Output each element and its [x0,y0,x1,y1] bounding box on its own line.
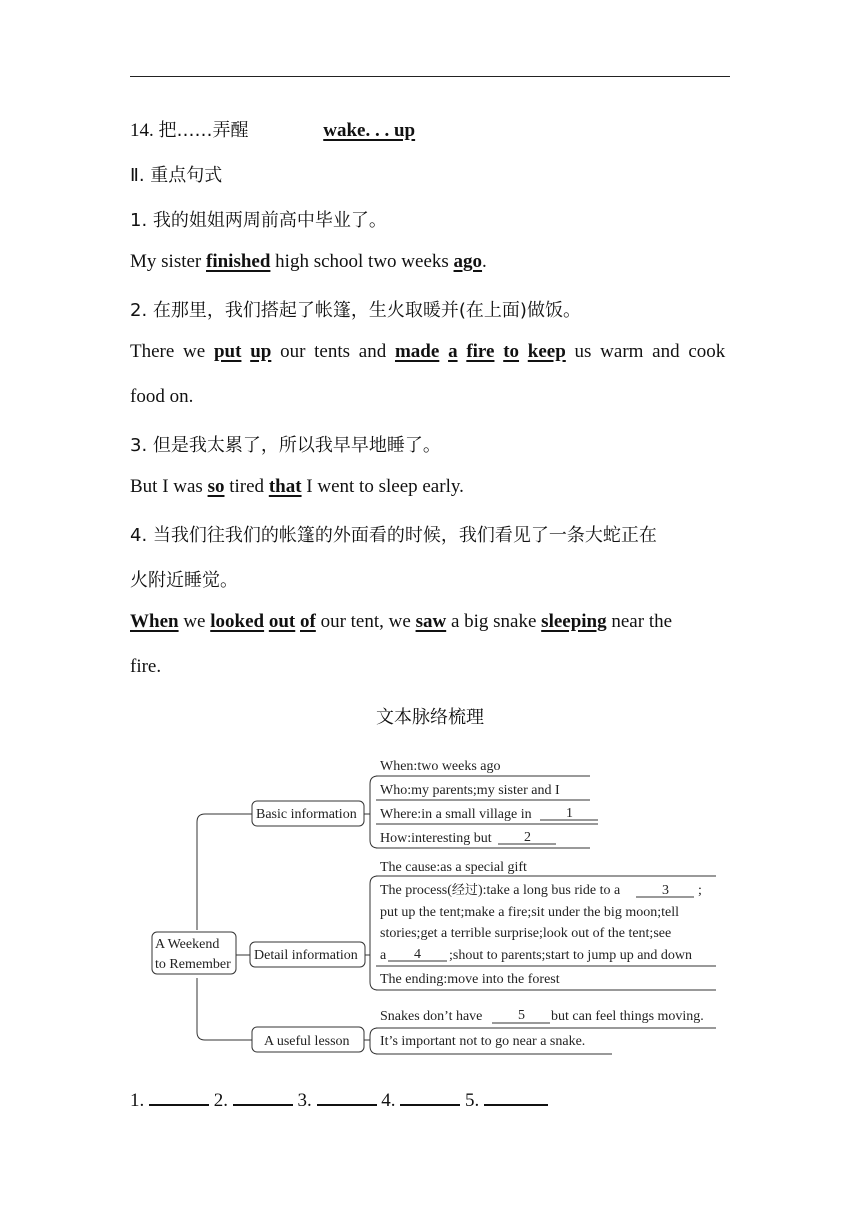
diagram-title: 文本脉络梳理 [376,707,484,728]
answer-blank-3[interactable] [317,1086,377,1106]
connector-basic [197,814,252,930]
basic-where: Where:in a small village in [380,807,532,822]
answer-word: looked [210,611,265,632]
answer-word: of [300,611,316,632]
sentence-4-chinese-line2: 火附近睡觉。 [130,570,238,591]
blank-5-number: 5 [518,1008,525,1023]
detail-ending: The ending:move into the forest [380,972,560,987]
basic-when: When:two weeks ago [380,759,501,774]
text: a big snake [446,611,542,632]
header-rule [130,76,730,77]
text: near the [606,611,673,632]
blank-1-number: 1 [566,806,573,821]
answer-word: ago [453,251,483,272]
blank-3-number: 3 [662,883,669,898]
text: But I was [130,476,208,497]
answer-word: finished [206,251,271,272]
answer-word: a [448,341,458,362]
item-number: 14. [130,120,154,141]
answer-line [130,1086,732,1112]
basic-box [252,801,364,826]
branch-detail-label: Detail information [254,948,358,963]
text: our tent, we [315,611,416,632]
sentence-2-english-line2: food on. [130,386,194,407]
text: My sister [130,251,206,272]
sentence-1-english [130,251,732,273]
sentence-4-english [130,611,732,633]
sentence-2-chinese: 2. 在那里，我们搭起了帐篷，生火取暖并(在上面)做饭。 [130,300,581,321]
detail-box [250,942,365,967]
text: tired [224,476,269,497]
detail-process-4a: a [380,948,387,963]
detail-process-2: put up the tent;make a fire;sit under the big moon;tell [380,905,679,920]
answer-blank-1[interactable] [149,1086,209,1106]
answer-word: When [130,611,179,632]
answer-word: put [213,341,242,362]
basic-how: How:interesting but [380,831,492,846]
sentence-4-chinese: 4. 当我们往我们的帐篷的外面看的时候，我们看见了一条大蛇正在 [130,525,657,546]
detail-cause: The cause:as a special gift [380,860,527,875]
section-title: Ⅱ. 重点句式 [130,165,223,186]
root-box [152,932,236,974]
sentence-3-english [130,476,732,498]
vocab-item-14 [130,116,732,142]
sentence-2-english [130,341,732,363]
basic-who: Who:my parents;my sister and I [380,783,560,798]
answer-word: keep [527,341,566,362]
answer-word: out [268,611,296,632]
lesson-box [252,1027,364,1052]
text: I went to sleep early. [301,476,464,497]
answer-blank-2[interactable] [233,1086,293,1106]
blank-2-number: 2 [524,830,531,845]
blank-4-number: 4 [414,947,421,962]
answer-blank-4[interactable] [400,1086,460,1106]
answer-blank-5[interactable] [484,1086,548,1106]
branch-basic-label: Basic information [256,807,357,822]
sentence-1-chinese: 1. 我的姐姐两周前高中毕业了。 [130,210,387,231]
text: us warm and cook [565,341,726,362]
answer-word: fire [466,341,495,362]
item-english: wake. . . up [323,120,416,141]
answer-word: up [250,341,272,362]
detail-process-1: The process(经过):take a long bus ride to a [380,883,621,898]
answer-word: sleeping [541,611,607,632]
answer-word: that [268,476,302,497]
text: our tents and [271,341,395,362]
answer-word: made [394,341,440,362]
answer-label-5: 5. [465,1090,480,1111]
branch-lesson-label: A useful lesson [264,1034,350,1049]
answer-word: saw [415,611,447,632]
root-label-1: A Weekend [155,937,220,952]
answer-label-1: 1. [130,1090,145,1111]
item-chinese: 把……弄醒 [158,120,249,141]
sentence-4-english-line2: fire. [130,656,162,677]
answer-label-2: 2. [213,1090,228,1111]
answer-word: to [503,341,520,362]
sentence-3-chinese: 3. 但是我太累了，所以我早早地睡了。 [130,435,441,456]
root-label-2: to Remember [155,957,231,972]
answer-label-3: 3. [297,1090,312,1111]
lesson-1b: but can feel things moving. [551,1009,704,1024]
lesson-1a: Snakes don’t have [380,1009,483,1024]
text: There we [130,341,214,362]
text: high school two weeks [270,251,454,272]
lesson-2: It’s important not to go near a snake. [380,1034,586,1049]
detail-process-3: stories;get a terrible surprise;look out of the tent;see [380,926,672,941]
detail-process-4b: ;shout to parents;start to jump up and down [449,948,693,963]
answer-label-4: 4. [381,1090,396,1111]
detail-process-semicolon: ; [698,883,702,898]
text: . [482,251,487,272]
text: we [178,611,211,632]
connector-lesson [197,978,252,1040]
answer-word: so [207,476,225,497]
